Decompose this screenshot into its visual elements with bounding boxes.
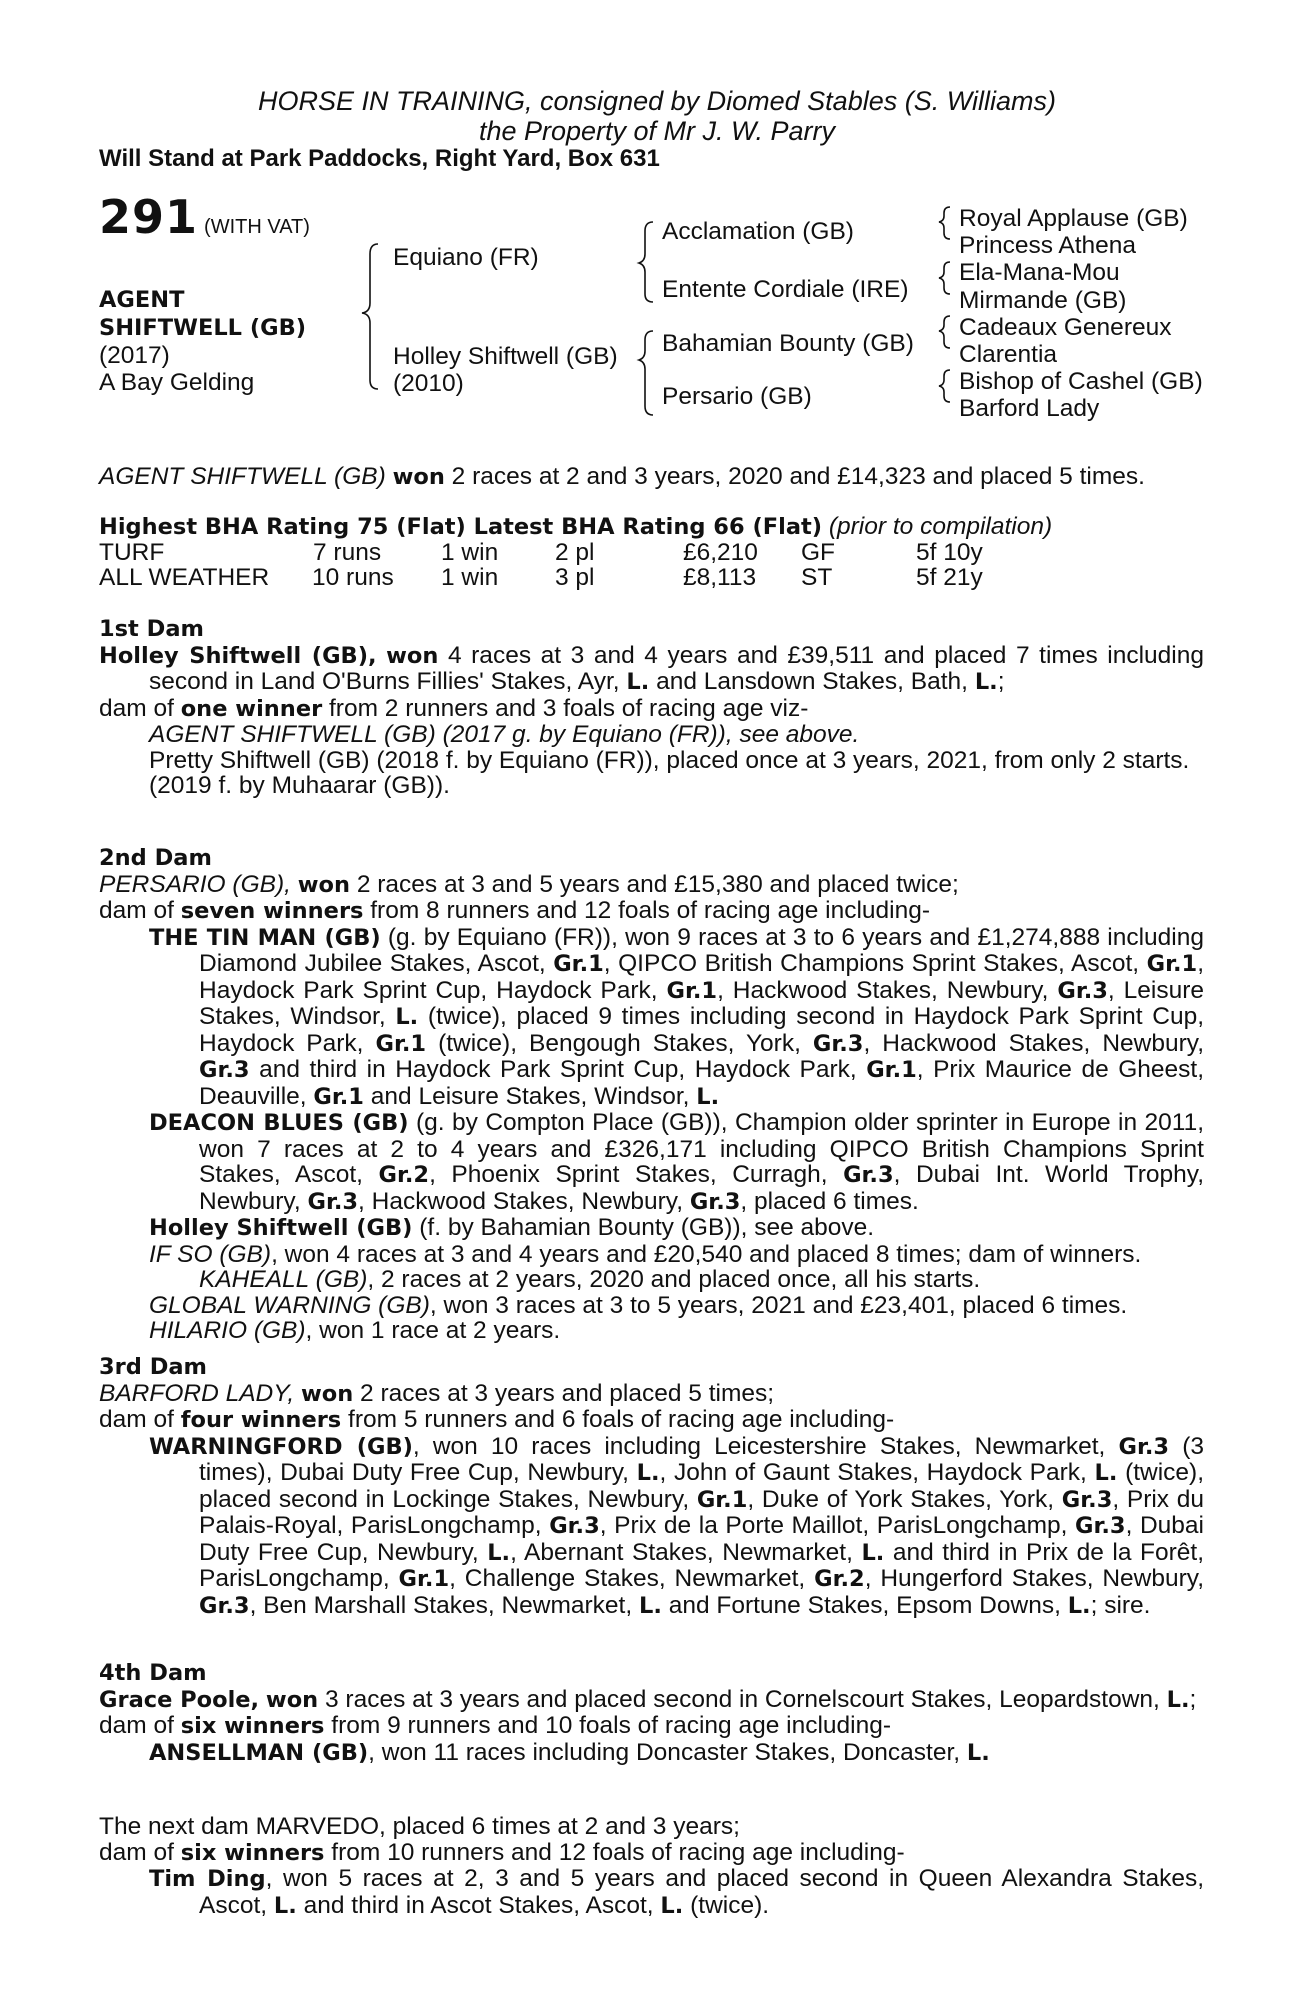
pedigree-gen3: Royal Applause (GB) Princess Athena Ela-Mana-Mou Mirmande (GB) Cadeaux Genereux Clarentia Bishop of Cashel (GB) Barford Lady — [959, 205, 1203, 423]
third-dam-section: 3rd Dam BARFORD LADY, won 2 races at 3 years and placed 5 times; dam of four winners from 5 runners and 6 foals of racing age including- WARNINGFORD (GB), won 10 races including Leicestershire Stakes, Newmarket, Gr.3 (3 times), Dubai Duty Free Cup, Newbury, L., John of Gaunt Stakes, Haydock Park, L. (twice), placed second in Lockinge Stakes, Newbury, Gr.1, Duke of York Stakes, York, Gr.3, Prix du Palais-Royal, ParisLongchamp, Gr.3, Prix de la Porte Maillot, ParisLongchamp, Gr.3, Dubai Duty Free Cup, Newbury, L., Abernant Stakes, Newmarket, L. and third in Prix de la Forêt, ParisLongchamp, Gr.1, Challenge Stakes, Newmarket, Gr.2, Hungerford Stakes, Newbury, Gr.3, Ben Marshall Stakes, Newmarket, L. and Fortune Stakes, Epsom Downs, L.; sire. — [99, 1354, 1205, 1619]
pedigree-sire-dam: Entente Cordiale (IRE) — [662, 276, 909, 303]
header-line-1: HORSE IN TRAINING, consigned by Diomed Stables (S. Williams) — [258, 86, 1056, 116]
horse-name: AGENT SHIFTWELL (GB) — [99, 287, 307, 341]
pedigree-sire-sire: Acclamation (GB) — [662, 218, 854, 245]
race-summary: AGENT SHIFTWELL (GB) won 2 races at 2 and 3 years, 2020 and £14,323 and placed 5 times. — [99, 463, 1145, 490]
stand-location: Will Stand at Park Paddocks, Right Yard, Box 631 — [99, 145, 660, 172]
pedigree-dam-sire: Bahamian Bounty (GB) — [662, 330, 914, 357]
fourth-dam-section: 4th Dam Grace Poole, won 3 races at 3 years and placed second in Cornelscourt Stakes, Leopardstown, L.; dam of six winners from 9 runners and 10 foals of racing age including- ANSELLMAN (GB), won 11 races including Doncaster Stakes, Doncaster, L. — [99, 1660, 1197, 1766]
header-line-2: the Property of Mr J. W. Parry — [478, 116, 836, 146]
pedigree-dam-dam: Persario (GB) — [662, 383, 812, 410]
rating-line: Highest BHA Rating 75 (Flat) Latest BHA Rating 66 (Flat) (prior to compilation) — [99, 513, 1053, 540]
lot-number: 291 (WITH VAT) — [99, 190, 310, 244]
pedigree-sire: Equiano (FR) — [393, 244, 539, 271]
first-dam-section: 1st Dam Holley Shiftwell (GB), won 4 races at 3 and 4 years and £39,511 and placed 7 times including second in Land O'Burns Fillies' Stakes, Ayr, L. and Lansdown Stakes, Bath, L.; dam of one winner from 2 runners and 3 foals of racing age viz- AGENT SHIFTWELL (GB) (2017 g. by Equiano (FR)), see above. Pretty Shiftwell (GB) (2018 f. by Equiano (FR)), placed once at 3 years, 2021, from only 2 starts. (2019 f. by Muhaarar (GB)). — [99, 616, 1204, 799]
second-dam-section: 2nd Dam PERSARIO (GB), won 2 races at 3 and 5 years and £15,380 and placed twice; dam of seven winners from 8 runners and 12 foals of racing age including- THE TIN MAN (GB) (g. by Equiano (FR)), won 9 races at 3 to 6 years and £1,274,888 including Diamond Jubilee Stakes, Ascot, Gr.1, QIPCO British Champions Sprint Stakes, Ascot, Gr.1, Haydock Park Sprint Cup, Haydock Park, Gr.1, Hackwood Stakes, Newbury, Gr.3, Leisure Stakes, Windsor, L. (twice), placed 9 times including second in Haydock Park Sprint Cup, Haydock Park, Gr.1 (twice), Bengough Stakes, York, Gr.3, Hackwood Stakes, Newbury, Gr.3 and third in Haydock Park Sprint Cup, Haydock Park, Gr.1, Prix Maurice de Gheest, Deauville, Gr.1 and Leisure Stakes, Windsor, L. DEACON BLUES (GB) (g. by Compton Place (GB)), Champion older sprinter in Europe in 2011, won 7 races at 2 to 4 years and £326,171 including QIPCO British Champions Sprint Stakes, Ascot, Gr.2, Phoenix Sprint Stakes, Curragh, Gr.3, Dubai Int. World Trophy, Newbury, Gr.3, Hackwood Stakes, Newbury, Gr.3, placed 6 times. Holley Shiftwell (GB) (f. by Bahamian Bounty (GB)), see above. IF SO (GB), won 4 races at 3 and 4 years and £20,540 and placed 8 times; dam of winners. KAHEALL (GB), 2 races at 2 years, 2020 and placed once, all his starts. GLOBAL WARNING (GB), won 3 races at 3 to 5 years, 2021 and £23,401, placed 6 times. HILARIO (GB), won 1 race at 2 years. — [99, 845, 1205, 1344]
next-dam-section: The next dam MARVEDO, placed 6 times at 2 and 3 years; dam of six winners from 10 runners and 12 foals of racing age including- Tim Ding, won 5 races at 2, 3 and 5 years and placed second in Queen Alexandra Stakes, Ascot, L. and third in Ascot Stakes, Ascot, L. (twice). — [99, 1813, 1205, 1919]
horse-info: (2017) A Bay Gelding — [99, 342, 255, 396]
pedigree-dam: Holley Shiftwell (GB) (2010) — [393, 343, 618, 397]
